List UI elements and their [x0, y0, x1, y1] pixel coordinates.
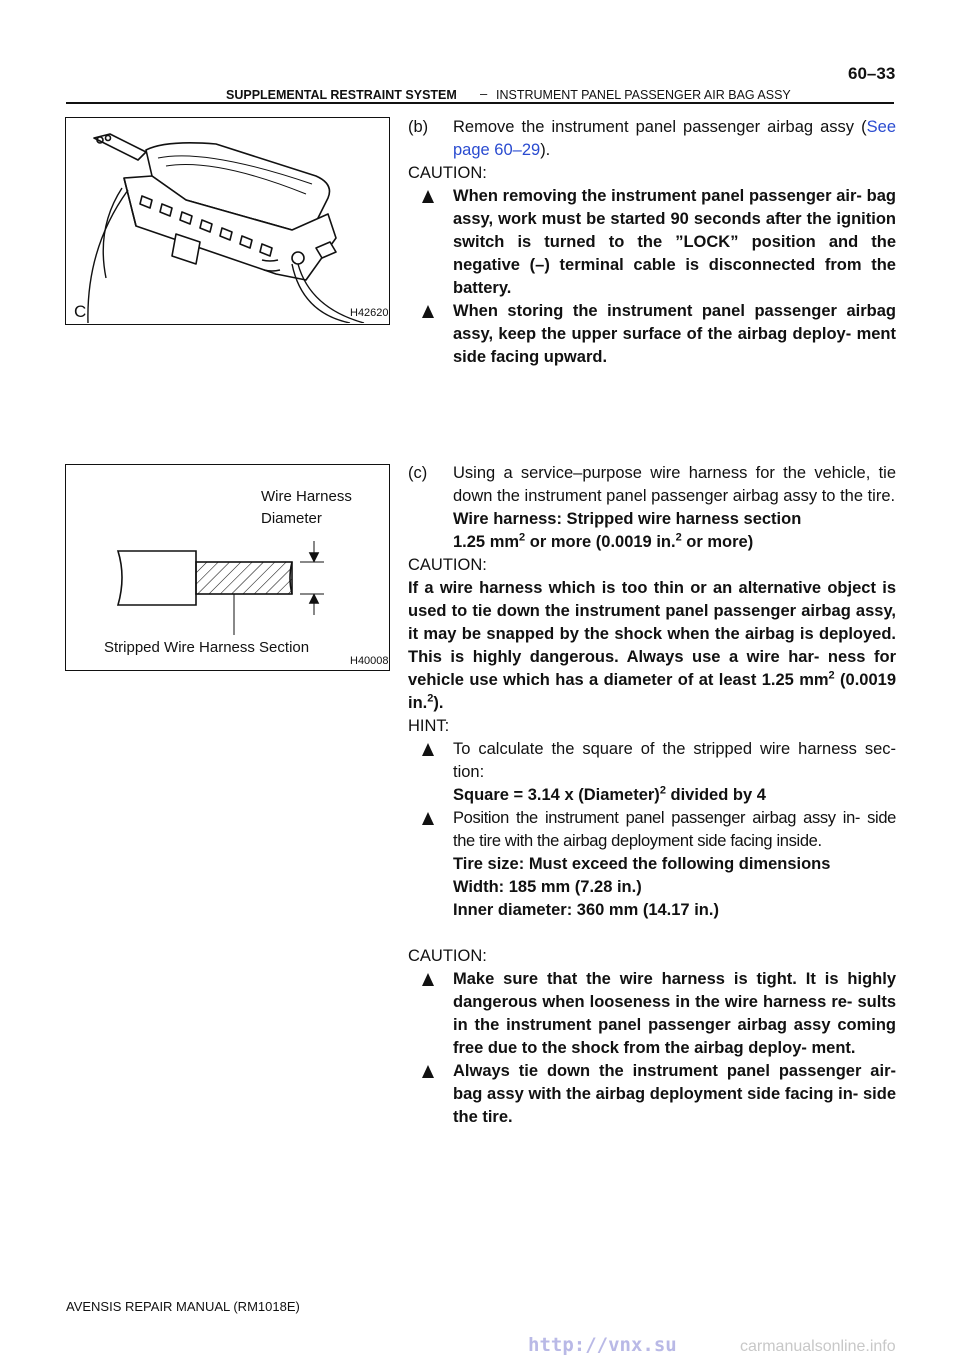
- text-block-upper: [408, 116, 896, 369]
- superscript: 2: [675, 531, 682, 544]
- hint-item: [408, 807, 896, 922]
- formula: [453, 784, 896, 807]
- hint-text: Position the instrument panel passenger airbag assy in- side the tire with the airbag deployment side facing inside.: [453, 809, 896, 850]
- step-text: Using a service–purpose wire harness for the vehicle, tie down the instrument panel passenger airbag assy to the tire.: [453, 464, 896, 505]
- hint-label: HINT:: [408, 717, 450, 735]
- figure-code: H42620: [350, 307, 389, 319]
- spec-part: 1.25 mm: [453, 533, 520, 551]
- page-number: 60–33: [848, 64, 896, 83]
- superscript: 2: [828, 669, 835, 682]
- header-rule: [66, 102, 894, 104]
- superscript: 2: [519, 531, 526, 544]
- caution-part: If a wire harness which is too thin or an alternative object is used to tie down the instrument panel passenger airbag assy, it may be snapped by the shock when the airbag is deployed. This is highly dangerous. Always use a wire har- ness for vehicle use which has a diameter of at least 1.25 mm: [408, 579, 896, 689]
- formula-part: divided by 4: [665, 786, 766, 804]
- caution-paragraph: [408, 577, 896, 715]
- caution-item: [408, 968, 896, 1060]
- hint-text: To calculate the square of the stripped wire harness sec- tion:: [453, 740, 896, 781]
- section-title: SUPPLEMENTAL RESTRAINT SYSTEM: [226, 88, 457, 102]
- caution-text: Always tie down the instrument panel passenger air- bag assy with the airbag deployment side facing in- side the tire.: [453, 1062, 896, 1126]
- ref-close: ).: [540, 141, 551, 159]
- bullet-triangle-icon: [422, 973, 434, 986]
- bullet-triangle-icon: [422, 305, 434, 318]
- caution-text: Make sure that the wire harness is tight. It is highly dangerous when looseness in the wire harness re- sults in the instrument panel passenger airbag assy coming free due to the shock from the airbag deploy- ment.: [453, 970, 896, 1057]
- see-page-link[interactable]: See page 60–29: [453, 118, 896, 159]
- caution-item: [408, 1060, 896, 1129]
- caution-text: When removing the instrument panel passenger air- bag assy, work must be started 90 seconds after the ignition switch is turned to the ”LOCK” position and the negative (–) terminal cable is disconnected from the battery.: [453, 187, 896, 297]
- step-b: [408, 116, 896, 162]
- caution-item: [408, 185, 896, 300]
- caution-part: (0.0019 in.: [408, 671, 897, 712]
- label-wire-harness: Wire Harness: [261, 488, 352, 505]
- bullet-triangle-icon: [422, 1065, 434, 1078]
- text-block-lower: [408, 462, 896, 1129]
- step-text: [453, 116, 896, 162]
- ref-open: (: [861, 118, 867, 136]
- caution-label: CAUTION:: [408, 556, 487, 574]
- caution-text: When storing the instrument panel passenger airbag assy, keep the upper surface of the airbag deploy- ment side facing upward.: [453, 302, 896, 366]
- tire-spec: Inner diameter: 360 mm (14.17 in.): [453, 901, 719, 919]
- airbag-assy-illustration: [66, 118, 388, 323]
- bullet-triangle-icon: [422, 743, 434, 756]
- caution-label: CAUTION:: [408, 164, 487, 182]
- header-dash: –: [480, 86, 488, 101]
- step-tag: (b): [408, 118, 429, 136]
- superscript: 2: [659, 784, 666, 797]
- tire-spec: Width: 185 mm (7.28 in.): [453, 878, 642, 896]
- spec-line: Wire harness: Stripped wire harness section: [453, 510, 802, 528]
- tire-spec: Tire size: Must exceed the following dimensions: [453, 855, 831, 873]
- footer-manual-id: AVENSIS REPAIR MANUAL (RM1018E): [66, 1299, 300, 1314]
- caution-part: ).: [433, 694, 444, 712]
- label-stripped-section: Stripped Wire Harness Section: [104, 639, 310, 656]
- caution-item: [408, 300, 896, 369]
- spec-part: or more (0.0019 in.: [525, 533, 676, 551]
- spec-part: or more): [681, 533, 754, 551]
- step-c: [408, 462, 896, 554]
- bullet-triangle-icon: [422, 812, 434, 825]
- hint-item: [408, 738, 896, 807]
- step-b-text: Remove the instrument panel passenger airbag assy: [453, 118, 855, 136]
- label-diameter: Diameter: [261, 510, 322, 527]
- spec-line: [453, 531, 896, 554]
- formula-part: Square = 3.14 x (Diameter): [453, 786, 660, 804]
- figure-airbag-assy: [65, 117, 390, 325]
- figure-wire-harness: [65, 464, 390, 671]
- caution-label: CAUTION:: [408, 947, 487, 965]
- subsection-title: INSTRUMENT PANEL PASSENGER AIR BAG ASSY: [496, 88, 791, 102]
- watermark-link[interactable]: http://vnx.su: [528, 1334, 677, 1356]
- step-tag: (c): [408, 464, 428, 482]
- watermark-site: carmanualsonline.info: [740, 1338, 896, 1355]
- figure-code: H40008: [350, 655, 389, 667]
- bullet-triangle-icon: [422, 190, 434, 203]
- figure-letter: C: [74, 302, 87, 321]
- superscript: 2: [427, 692, 434, 705]
